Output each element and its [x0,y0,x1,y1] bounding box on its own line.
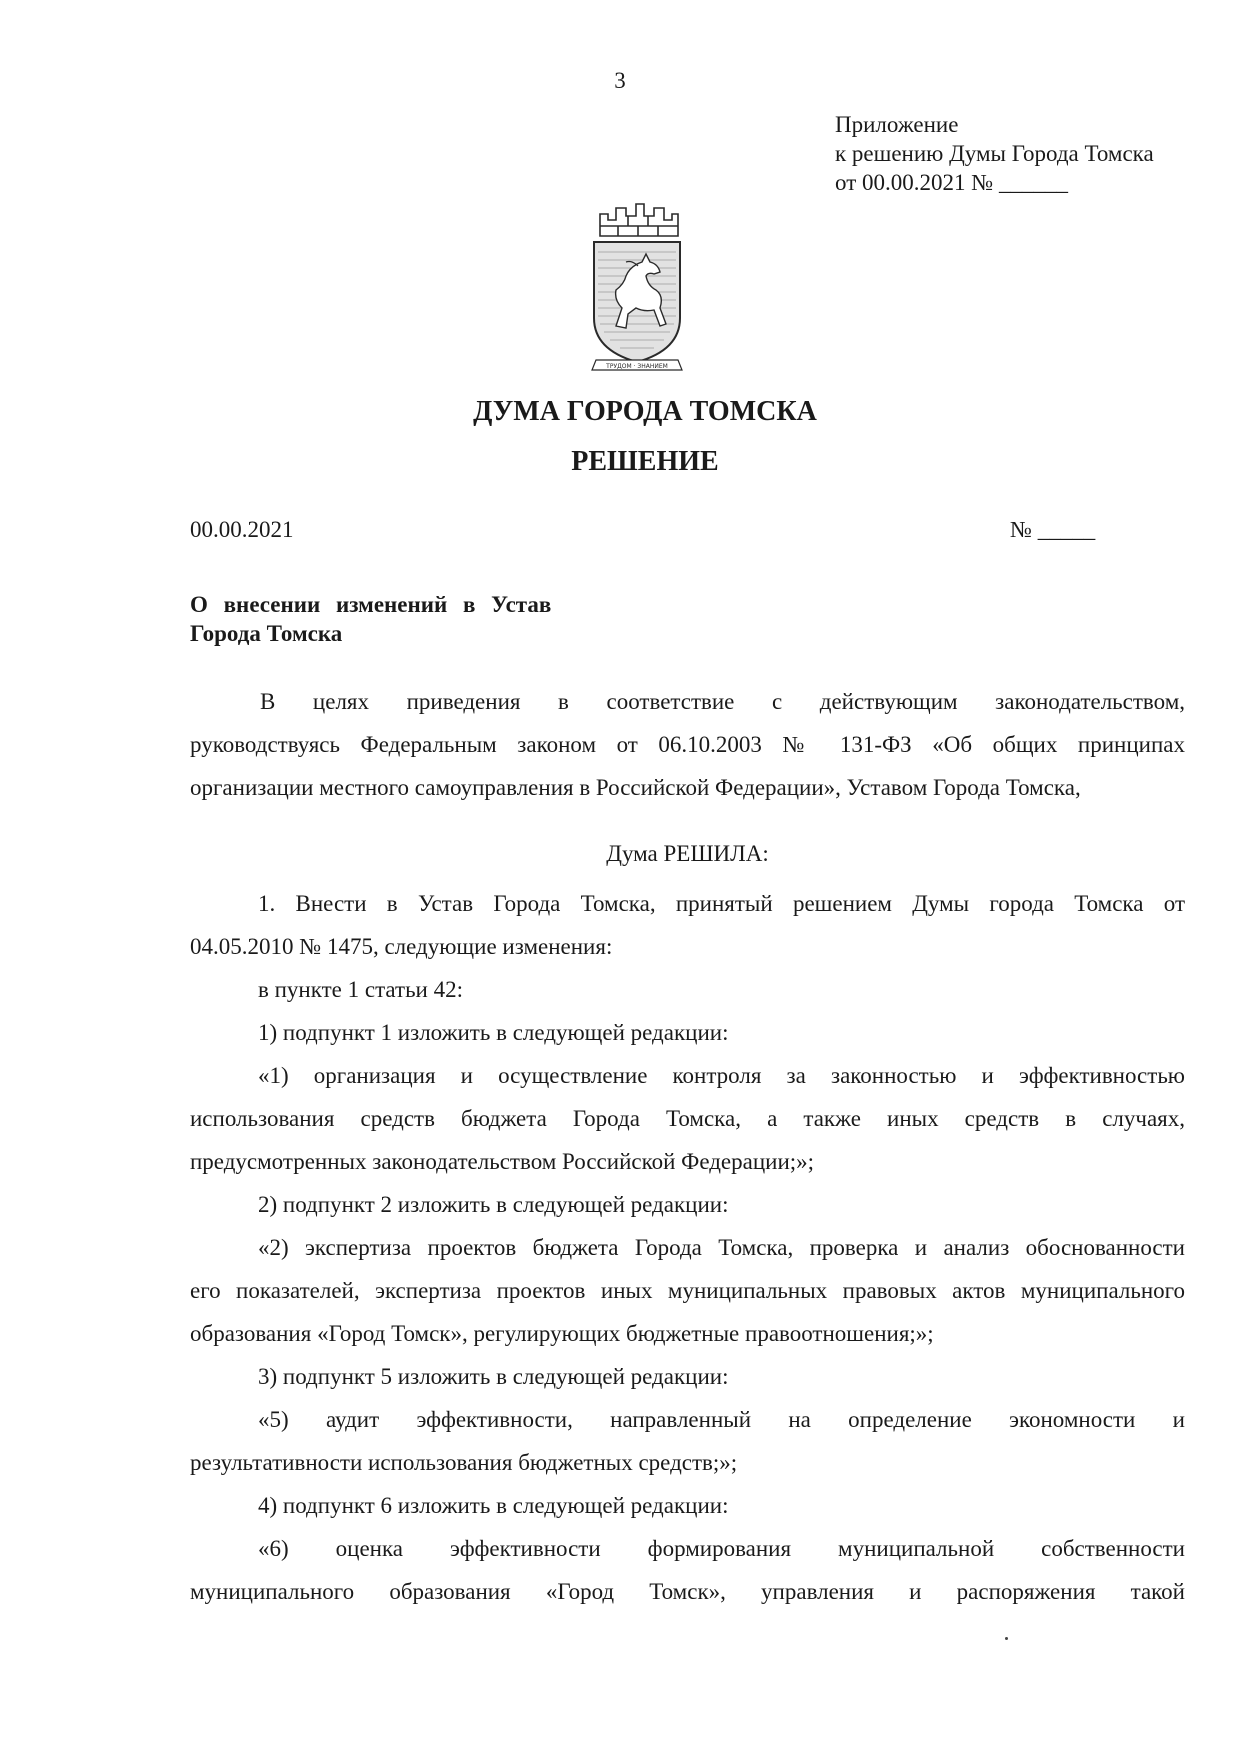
paragraph-line: образования «Город Томск», регулирующих бюджетные правоотношения;»; [190,1321,934,1346]
preamble-line: В целях приведения в соответствие с действующим законодательством, [260,689,1185,714]
paragraph-line: в пункте 1 статьи 42: [258,977,464,1002]
paragraph-line: его показателей, экспертиза проектов иных муниципальных правовых актов муниципального [190,1278,1185,1303]
paragraph-line: 3) подпункт 5 изложить в следующей редакции: [258,1364,729,1389]
crest-motto: ТРУДОМ · ЗНАНИЕМ [606,363,668,370]
preamble-line: организации местного самоуправления в Российской Федерации», Уставом Города Томска, [190,775,1081,800]
subject-line: О внесении изменений в Устав [190,592,552,617]
paragraph-line: «6) оценка эффективности формирования муниципальной собственности [258,1536,1185,1561]
paragraph-line: «2) экспертиза проектов бюджета Города Томска, проверка и анализ обоснованности [258,1235,1185,1260]
decision-date: 00.00.2021 [190,517,294,542]
paragraph-line: результативности использования бюджетных средств;»; [190,1450,738,1475]
appendix-decision-ref: к решению Думы Города Томска [835,141,1154,166]
scan-speck [1005,1637,1008,1640]
appendix-date-number: от 00.00.2021 № ______ [835,170,1068,195]
preamble-line: руководствуясь Федеральным законом от 06.10.2003 № 131-ФЗ «Об общих принципах [190,732,1185,757]
paragraph-line: «1) организация и осуществление контроля за законностью и эффективностью [258,1063,1185,1088]
paragraph-line: муниципального образования «Город Томск», управления и распоряжения такой [190,1579,1185,1604]
paragraph-line: «5) аудит эффективности, направленный на определение экономности и [258,1407,1185,1432]
paragraph-line: предусмотренных законодательством Российской Федерации;»; [190,1149,815,1174]
page-number: 3 [614,68,626,93]
decision-number: № _____ [1010,517,1096,542]
resolved-heading: Дума РЕШИЛА: [606,841,769,866]
paragraph-line: 04.05.2010 № 1475, следующие изменения: [190,934,613,959]
document-org-title: ДУМА ГОРОДА ТОМСКА [473,396,817,427]
subject-line: Города Томска [190,621,343,646]
decision-subject [190,590,551,648]
paragraph-line: 2) подпункт 2 изложить в следующей редакции: [258,1192,729,1217]
tomsk-coat-of-arms-icon [586,200,688,378]
paragraph-line: использования средств бюджета Города Томска, а также иных средств в случаях, [190,1106,1185,1131]
appendix-reference [835,110,1154,197]
paragraph-line: 1. Внести в Устав Города Томска, принятый решением Думы города Томска от [258,891,1185,916]
document-type-title: РЕШЕНИЕ [571,446,719,477]
paragraph-line: 1) подпункт 1 изложить в следующей редакции: [258,1020,729,1045]
paragraph-line: 4) подпункт 6 изложить в следующей редакции: [258,1493,729,1518]
appendix-title: Приложение [835,112,959,137]
decision-body [190,882,1185,1613]
preamble [190,680,1185,809]
